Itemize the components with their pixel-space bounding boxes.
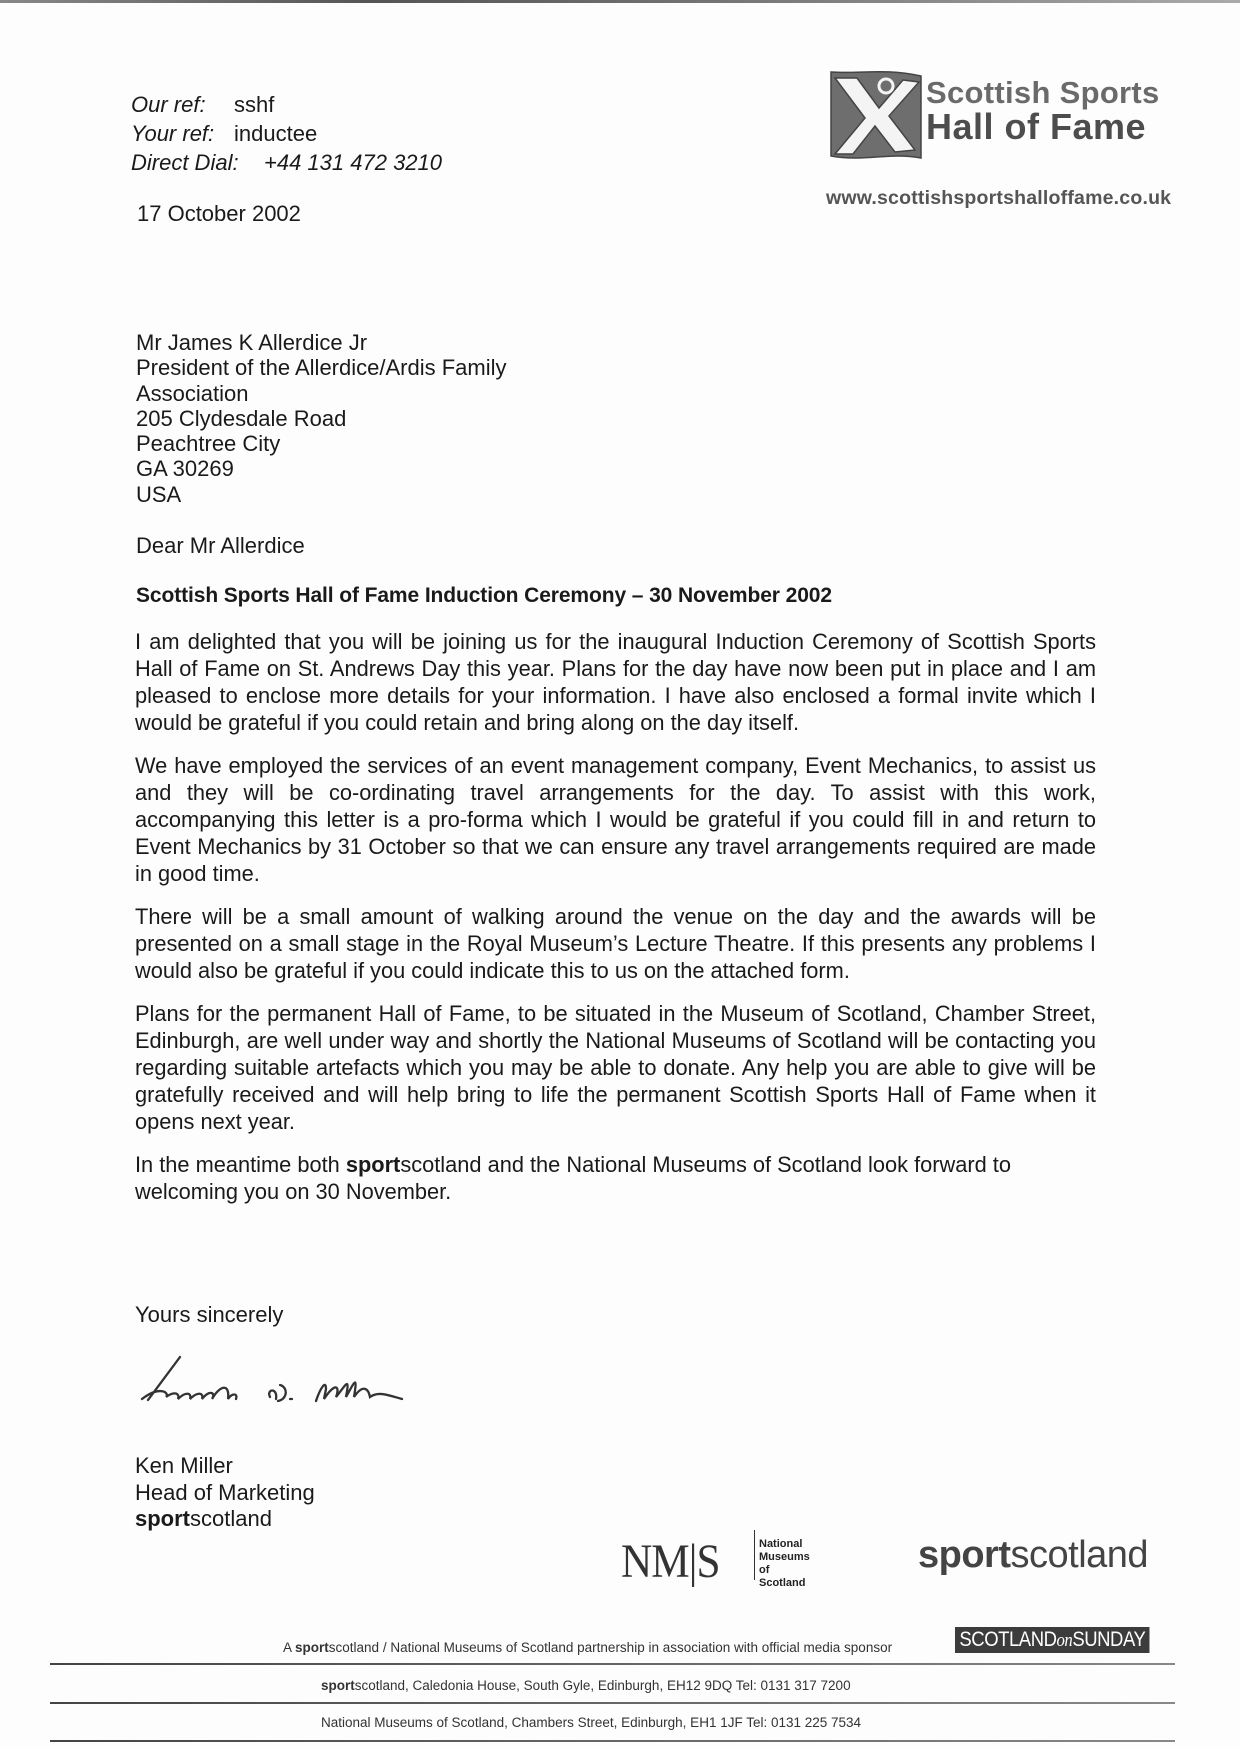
our-ref-label: Our ref: — [131, 92, 206, 117]
hall-of-fame-logo — [829, 70, 1174, 162]
direct-dial-value: +44 131 472 3210 — [264, 150, 443, 175]
your-ref-row — [131, 119, 442, 148]
brand-rest: scotland — [400, 1152, 482, 1177]
handwritten-signature — [140, 1355, 440, 1420]
signer-org — [135, 1506, 315, 1533]
address-line: President of the Allerdice/Ardis Family — [136, 355, 507, 381]
sportscotland-address — [321, 1678, 851, 1693]
nms-logo-text — [759, 1538, 810, 1590]
saltire-flag-icon — [829, 70, 924, 162]
address-line: 205 Clydesdale Road — [136, 405, 347, 431]
address-line: Association — [136, 380, 249, 406]
sportscotland-logo-rest: scotland — [1010, 1534, 1149, 1576]
nms-text-line: Museums — [759, 1551, 810, 1563]
brand-bold: sport — [345, 1152, 401, 1177]
logo-wordmark — [926, 75, 1160, 147]
signer-block — [135, 1453, 315, 1533]
nms-text-line: National — [759, 1538, 803, 1550]
final-text-start: In the meantime both — [135, 1152, 346, 1177]
direct-dial-label: Direct Dial: — [131, 150, 239, 175]
nms-text-line: of Scotland — [759, 1564, 806, 1589]
partner-prefix: A — [283, 1640, 296, 1655]
logo-line-2: Hall of Fame — [926, 106, 1147, 147]
signer-org-bold: sport — [135, 1506, 190, 1531]
partner-suffix: / National Museums of Scotland partnership in association with official media sponsor — [379, 1640, 893, 1655]
subject-heading: Scottish Sports Hall of Fame Induction Ceremony – 30 November 2002 — [136, 584, 832, 607]
address-brand-bold: sport — [321, 1678, 355, 1693]
closing: Yours sincerely — [135, 1302, 284, 1327]
salutation: Dear Mr Allerdice — [136, 533, 305, 558]
body-paragraph: There will be a small amount of walking around the venue on the day and the awards will be presented on a small stage in the Royal Museum’s Lecture Theatre. If this presents any problems I would also be grateful if you could indicate this to us on the attached form. — [135, 904, 1096, 983]
body-paragraph-final — [135, 1151, 1096, 1205]
scotland-on-sunday-logo — [955, 1627, 1150, 1653]
address-line: Mr James K Allerdice Jr — [136, 330, 368, 355]
partnership-statement — [283, 1640, 892, 1655]
signer-name: Ken Miller — [135, 1453, 233, 1478]
reference-block — [131, 90, 442, 177]
signer-title: Head of Marketing — [135, 1479, 315, 1505]
partner-brand-bold: sport — [295, 1640, 329, 1655]
address-text: scotland, Caledonia House, South Gyle, Edinburgh, EH12 9DQ Tel: 0131 317 7200 — [354, 1678, 851, 1693]
sportscotland-logo-bold: sport — [918, 1534, 1011, 1576]
nms-address — [321, 1715, 861, 1730]
sos-part1: SCOTLAND — [959, 1628, 1057, 1651]
footer-divider — [50, 1740, 1175, 1742]
sos-part2: on — [1056, 1630, 1073, 1651]
footer-divider — [50, 1663, 1175, 1665]
logo-line-1: Scottish Sports — [926, 75, 1160, 110]
signature-icon — [140, 1355, 440, 1415]
nms-logo-mark: NM|S — [621, 1535, 720, 1588]
footer-divider — [50, 1702, 1175, 1704]
body-paragraph: Plans for the permanent Hall of Fame, to be situated in the Museum of Scotland, Chamber Street, Edinburgh, are well under way and shortly the National Museums of Scotland will be contacting you regarding suitable artefacts which you may be able to donate. Any help you are able to give will be gratefully received and will help bring to life the permanent Scottish Sports Hall of Fame when it opens next year. — [135, 1001, 1096, 1134]
body-paragraph: We have employed the services of an event management company, Event Mechanics, to assist us and they will be co-ordinating travel arrangements for the day. To assist with this work, accompanying this letter is a pro-forma which I would be grateful if you could fill in and return to Event Mechanics by 31 October so that we can ensure any travel arrangements required are made in good time. — [135, 753, 1096, 886]
address-text: National Museums of Scotland, Chambers Street, Edinburgh, EH1 1JF Tel: 0131 225 7534 — [321, 1715, 862, 1730]
body-paragraph: I am delighted that you will be joining us for the inaugural Induction Ceremony of Scottish Sports Hall of Fame on St. Andrews Day this year. Plans for the day have now been put in place and I am pleased to enclose more details for your information. I have also enclosed a formal invite which I would be grateful if you could retain and bring along on the day itself. — [135, 629, 1096, 735]
final-text-end: and the National Museums of Scotland look forward to welcoming you on 30 November. — [135, 1152, 1011, 1204]
address-line: Peachtree City — [136, 431, 281, 457]
our-ref-value: sshf — [234, 92, 275, 117]
address-line: USA — [136, 481, 182, 507]
recipient-address — [136, 330, 507, 507]
letter-body — [135, 628, 1096, 1221]
direct-dial-row — [131, 148, 442, 177]
your-ref-value: inductee — [234, 121, 318, 146]
address-line: GA 30269 — [136, 456, 234, 482]
sportscotland-logo — [918, 1534, 1148, 1577]
nms-divider — [754, 1530, 755, 1580]
page-top-edge — [0, 0, 1240, 3]
partner-brand-rest: scotland — [328, 1640, 380, 1655]
sos-part3: SUNDAY — [1072, 1628, 1146, 1651]
signer-org-rest: scotland — [190, 1506, 272, 1531]
letter-date: 17 October 2002 — [137, 201, 301, 226]
your-ref-label: Your ref: — [131, 121, 215, 146]
our-ref-row — [131, 90, 442, 119]
website-url: www.scottishsportshalloffame.co.uk — [826, 187, 1172, 209]
